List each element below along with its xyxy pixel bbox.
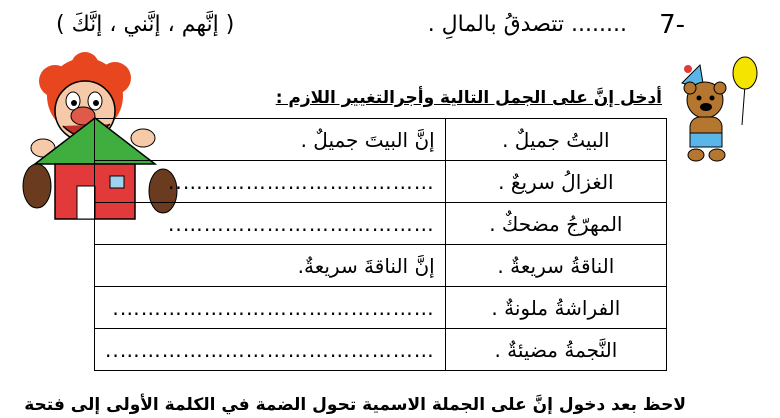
question-number: 7- (659, 10, 685, 40)
sentence-cell: الناقةُ سريعةٌ . (445, 245, 666, 287)
table-row (95, 119, 667, 161)
question-options: ( إنَّهم ، إنَّني ، إنَّكَ ) (56, 12, 235, 37)
answer-cell: ………………………………………. (95, 287, 446, 329)
sentence-cell: النَّجمةُ مضيئةٌ . (445, 329, 666, 371)
sentence-cell: الغزالُ سريعٌ . (445, 161, 666, 203)
bear-balloon-illustration (670, 55, 765, 170)
answer-cell: ……………………………………….. (95, 329, 446, 371)
table-row (95, 287, 667, 329)
answer-cell: إنَّ البيتَ جميلٌ . (95, 119, 446, 161)
answer-cell: ……………………………….. (95, 203, 446, 245)
sentence-cell: المهرّجُ مضحكٌ . (445, 203, 666, 245)
question-sentence: ........ تتصدقُ بالمالِ . (427, 12, 627, 37)
exercise-table (94, 118, 667, 371)
answer-cell: ……………………………….. (95, 161, 446, 203)
sentence-cell: الفراشةُ ملونةٌ . (445, 287, 666, 329)
footer-note: لاحظ بعد دخول إنَّ على الجملة الاسمية تحول الضمة في الكلمة الأولى إلى فتحة (24, 395, 686, 415)
table-row (95, 203, 667, 245)
instruction-heading: أدخل إنَّ على الجمل التالية وأجرالتغيير اللازم : (275, 88, 662, 108)
table-row (95, 329, 667, 371)
question-7 (20, 8, 685, 48)
answer-cell: إنَّ الناقةَ سريعةٌ. (95, 245, 446, 287)
table-row (95, 245, 667, 287)
sentence-cell: البيتُ جميلٌ . (445, 119, 666, 161)
table-row (95, 161, 667, 203)
